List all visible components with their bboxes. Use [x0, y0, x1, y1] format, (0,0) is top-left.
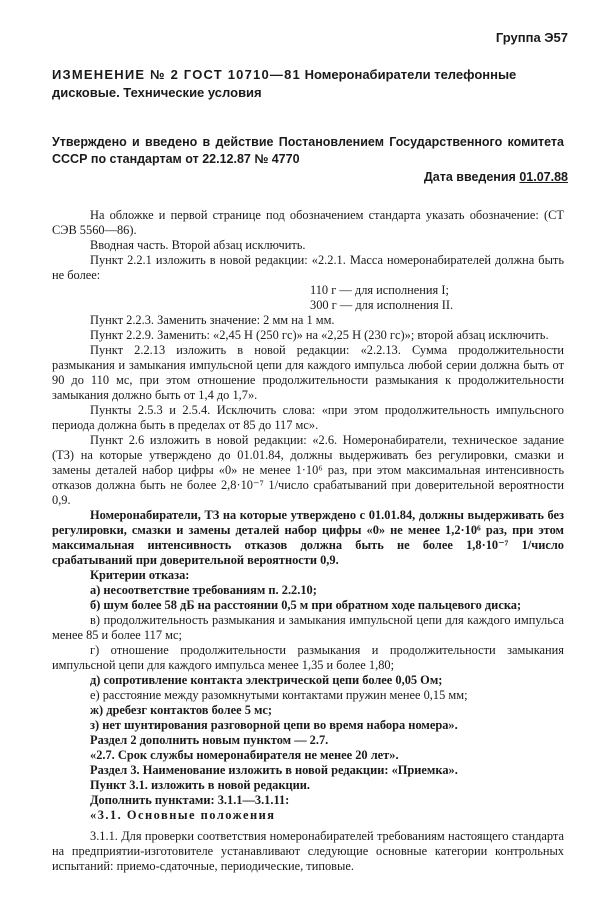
paragraph: Вводная часть. Второй абзац исключить.	[90, 238, 306, 252]
date-value: 01.07.88	[519, 170, 568, 184]
document-title: Номеронабиратели телефонные дисковые. Технические условия	[52, 67, 517, 100]
date-label: Дата введения	[423, 170, 516, 184]
paragraph: Номеронабиратели, ТЗ на которые утверждено с 01.01.84, должны выдерживать без регулировки, смазки и замены деталей набор цифры «0» не менее 1,2·10⁶ раз, при этом максимальная интенсивность отказов должна быть не более 1,8·10⁻⁷ 1/число срабатываний при доверительной вероятности 0,9.	[52, 508, 564, 567]
document-heading	[52, 66, 564, 102]
paragraph: 110 г — для исполнения I;	[310, 283, 449, 297]
document-body	[52, 208, 564, 874]
paragraph: Пункт 2.2.13 изложить в новой редакции: «2.2.13. Сумма продолжительности размыкания и замыкания импульсной цепи для каждого импульса любой серии должна быть от 90 до 110 мс, при этом отношение продолжительности размыкания к продолжительности замыкания должно быть от 1,4 до 1,7».	[52, 343, 564, 402]
paragraph: Пункт 2.2.9. Заменить: «2,45 Н (250 гс)» на «2,25 Н (230 гс)»; второй абзац исключить.	[90, 328, 549, 342]
paragraph: е) расстояние между разомкнутыми контактами пружин менее 0,15 мм;	[90, 688, 468, 702]
paragraph: Дополнить пунктами: 3.1.1—3.1.11:	[90, 793, 290, 807]
paragraph: Пункт 3.1. изложить в новой редакции.	[90, 778, 310, 792]
paragraph: 3.1.1. Для проверки соответствия номеронабирателей требованиям настоящего стандарта на предприятии-изготовителе устанавливают следующие основные категории контрольных испытаний: приемо-сдаточные, периодические, типовые.	[52, 829, 564, 873]
paragraph: На обложке и первой странице под обозначением стандарта указать обозначение: (СТ СЭВ 5560—86).	[52, 208, 564, 237]
paragraph: з) нет шунтирования разговорной цепи во время набора номера».	[90, 718, 458, 732]
paragraph: в) продолжительность размыкания и замыкания импульсной цепи для каждого импульса менее 85 и более 117 мс;	[52, 613, 564, 642]
paragraph: Пункт 2.6 изложить в новой редакции: «2.6. Номеронабиратели, техническое задание (ТЗ) на которые утверждено до 01.01.84, должны выдерживать без регулировки, смазки и замены деталей набор цифры «0» не менее 1·10⁶ раз, при этом максимальная интенсивность отказов должна быть не более 2,8·10⁻⁷ 1/число срабатываний при доверительной вероятности 0,9.	[52, 433, 564, 507]
effective-date	[424, 170, 568, 185]
paragraph: Критерии отказа:	[90, 568, 190, 582]
paragraph: Пункты 2.5.3 и 2.5.4. Исключить слова: «при этом продолжительность импульсного периода должна быть в пределах от 85 до 117 мс».	[52, 403, 564, 432]
paragraph: г) отношение продолжительности размыкания и продолжительности замыкания импульсной цепи для каждого импульса менее 1,35 и более 1,80;	[52, 643, 564, 672]
paragraph: Пункт 2.2.3. Заменить значение: 2 мм на 1 мм.	[90, 313, 335, 327]
approval-statement: Утверждено и введено в действие Постановлением Государственного комитета СССР по стандартам от 22.12.87 № 4770	[52, 135, 564, 166]
paragraph: Пункт 2.2.1 изложить в новой редакции: «2.2.1. Масса номеронабирателей должна быть не более:	[52, 253, 564, 282]
paragraph: ж) дребезг контактов более 5 мс;	[90, 703, 273, 717]
paragraph: «2.7. Срок службы номеронабирателя не менее 20 лет».	[90, 748, 399, 762]
paragraph: а) несоответствие требованиям п. 2.2.10;	[90, 583, 317, 597]
paragraph: Раздел 2 дополнить новым пунктом — 2.7.	[90, 733, 329, 747]
group-code: Группа Э57	[495, 30, 568, 45]
paragraph: б) шум более 58 дБ на расстоянии 0,5 м при обратном ходе пальцевого диска;	[90, 598, 522, 612]
paragraph: д) сопротивление контакта электрической цепи более 0,05 Ом;	[90, 673, 443, 687]
paragraph: 300 г — для исполнения II.	[310, 298, 454, 312]
paragraph: Раздел 3. Наименование изложить в новой редакции: «Приемка».	[90, 763, 458, 777]
paragraph: «3.1. Основные положения	[90, 808, 276, 822]
change-label: ИЗМЕНЕНИЕ № 2 ГОСТ 10710—81	[52, 67, 301, 82]
